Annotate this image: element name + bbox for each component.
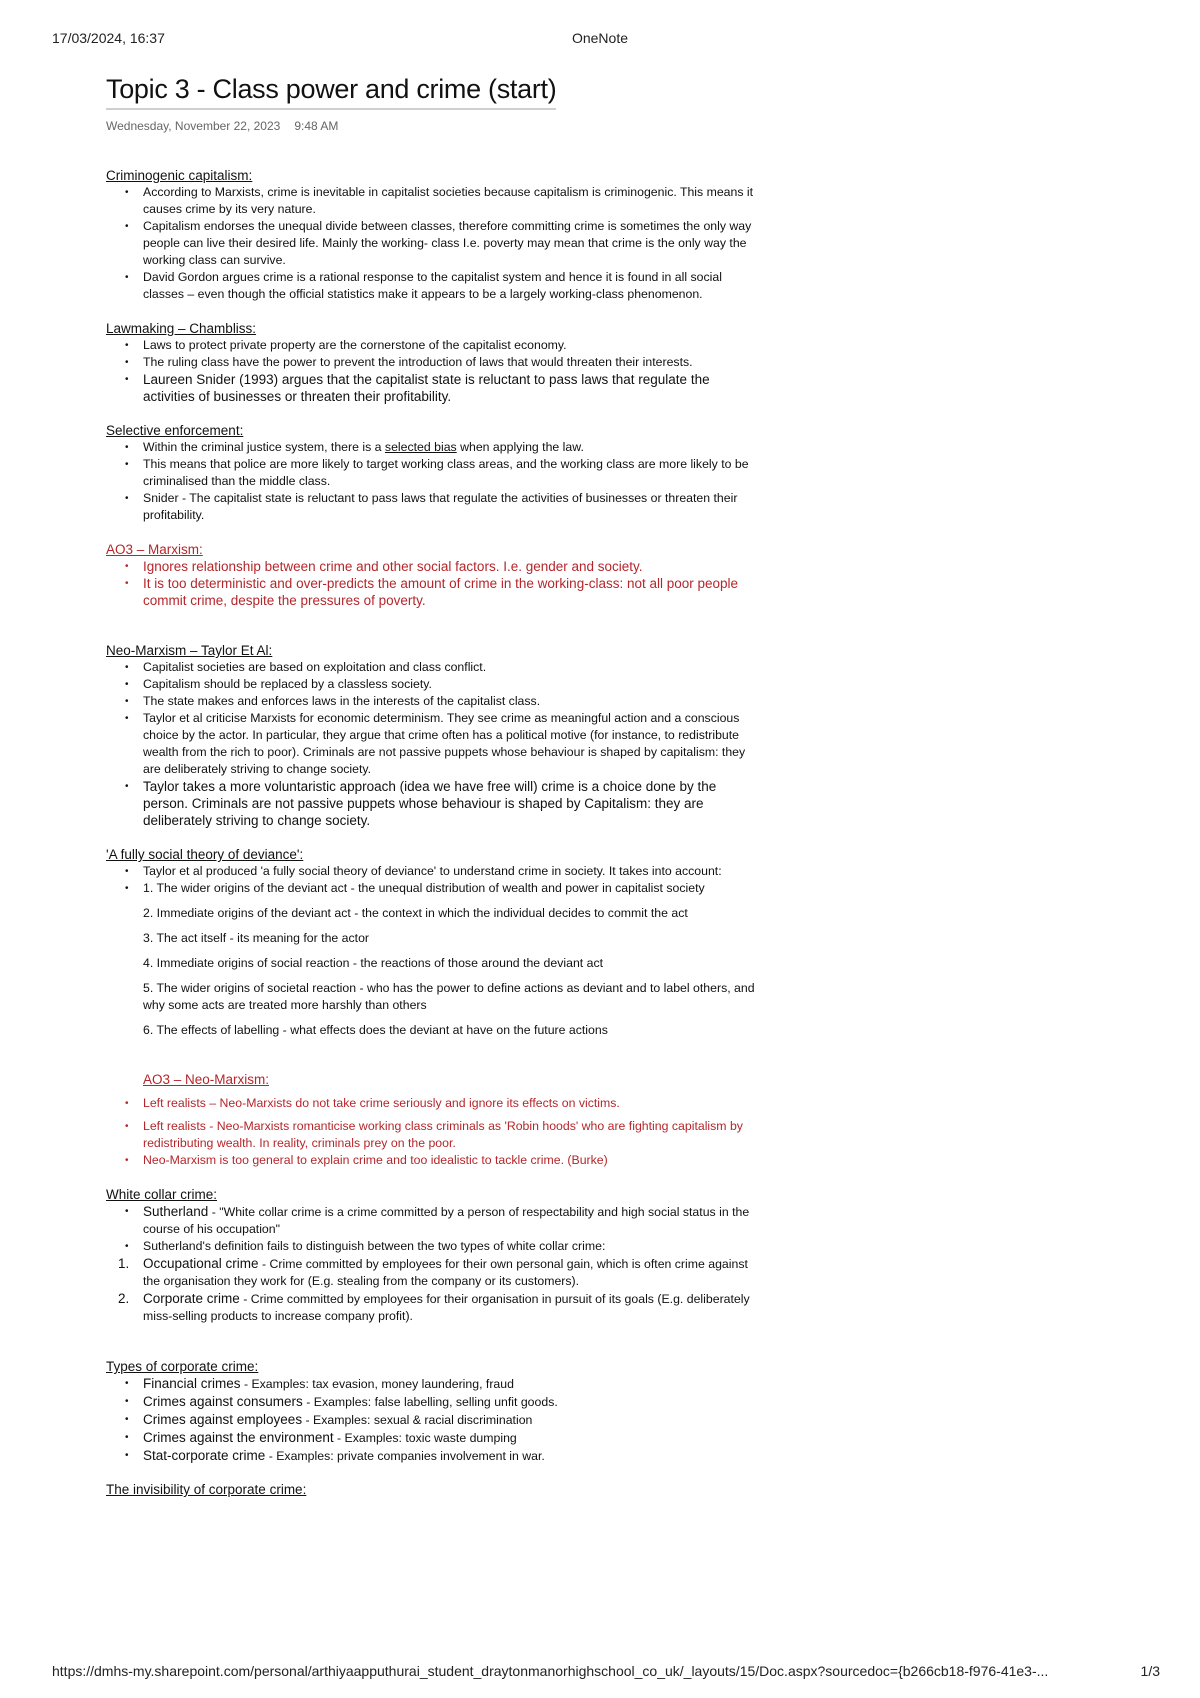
term-lead: Financial crimes [143,1376,241,1391]
list-item [143,1411,756,1429]
list-item: • Neo-Marxism is too general to explain crime and too idealistic to tackle crime. (Burke) [143,1152,756,1169]
list-item: • Capitalism endorses the unequal divide between classes, therefore committing crime is sometimes the only way people can live their desired life. Mainly the working- class I.e. poverty may mean that crime is the only way the working class can survive. [143,218,756,269]
section-ao3-neo-marxism [106,1071,756,1169]
list-item [143,1203,756,1238]
item-number: 1. [118,1256,130,1271]
theory-point: 6. The effects of labelling - what effects does the deviant at have on the future actions [143,1023,608,1037]
list-item-text: Sutherland's definition fails to distinguish between the two types of white collar crime: [143,1239,606,1253]
term-lead: Crimes against the environment [143,1430,334,1445]
section-ao3-marxism [106,541,756,609]
list-item-text: - Crime committed by employees for their own personal gain, which is often crime against the organisation they work for (E.g. stealing from the company or its customers). [143,1257,748,1288]
heading-ao3-neo-marxism: AO3 – Neo-Marxism: [143,1072,270,1087]
list-item [143,1375,756,1393]
list-item: • Snider - The capitalist state is reluctant to pass laws that regulate the activities of businesses or threaten their profitability. [143,490,756,524]
section-white-collar [106,1186,756,1325]
heading-lawmaking: Lawmaking – Chambliss: [106,321,257,336]
heading-white-collar: White collar crime: [106,1187,218,1202]
page-time-text: 9:48 AM [294,119,339,133]
heading-fully-social-theory: 'A fully social theory of deviance': [106,847,304,862]
list-item [143,1238,756,1255]
heading-neo-marxism: Neo-Marxism – Taylor Et Al: [106,643,273,658]
list-item-text: Within the criminal justice system, there is a [143,440,385,454]
term-lead: Crimes against employees [143,1412,303,1427]
list-item-text: - Examples: sexual & racial discrimination [302,1413,533,1427]
term-lead: Occupational crime [143,1256,259,1271]
section-neo-marxism [106,642,756,829]
page-date-text: Wednesday, November 22, 2023 [106,119,281,133]
list-item: • Taylor takes a more voluntaristic approach (idea we have free will) crime is a choice done by the person. Criminals are not passive puppets whose behaviour is shaped by Capitalism: they are deliberately striving to change society. [143,778,756,829]
theory-point: 2. Immediate origins of the deviant act - the context in which the individual decides to commit the act [143,906,688,920]
section-selective [106,422,756,524]
list-item: • This means that police are more likely to target working class areas, and the working class are more likely to be criminalised than the middle class. [143,456,756,490]
list-item [143,439,756,456]
list-criminogenic [106,184,756,303]
term-lead: Stat-corporate crime [143,1448,266,1463]
item-number: 2. [118,1291,130,1306]
numbered-item [118,1290,756,1325]
list-item: • According to Marxists, crime is inevitable in capitalist societies because capitalism is criminogenic. This means it causes crime by its very nature. [143,184,756,218]
list-item: • Ignores relationship between crime and other social factors. I.e. gender and society. [143,558,756,575]
list-item [143,1429,756,1447]
heading-corporate-crime-types: Types of corporate crime: [106,1359,259,1374]
list-item: • David Gordon argues crime is a rational response to the capitalist system and hence it is found in all social classes – even though the official statistics make it appears to be a largely working-class phenomenon. [143,269,756,303]
list-item: • Left realists - Neo-Marxists romanticise working class criminals as 'Robin hoods' who are fighting capitalism by redistributing wealth. In reality, criminals prey on the poor. [143,1118,756,1152]
list-item-text: when applying the law. [456,440,584,454]
section-criminogenic [106,167,756,303]
term-lead: Corporate crime [143,1291,240,1306]
list-item: • The ruling class have the power to prevent the introduction of laws that would threaten their interests. [143,354,756,371]
theory-point: 3. The act itself - its meaning for the actor [143,931,370,945]
heading-invisibility: The invisibility of corporate crime: [106,1482,307,1497]
heading-selective: Selective enforcement: [106,423,244,438]
list-item-text: - Crime committed by employees for their organisation in pursuit of its goals (E.g. deliberately miss-selling products to increase company profit). [143,1292,750,1323]
page-title: Topic 3 - Class power and crime (start) [106,74,556,110]
list-item: • It is too deterministic and over-predicts the amount of crime in the working-class: not all poor people commit crime, despite the pressures of poverty. [143,575,756,609]
list-item: • Capitalist societies are based on exploitation and class conflict. [143,659,756,676]
list-item-text: - Examples: false labelling, selling unfit goods. [302,1395,558,1409]
theory-point: 4. Immediate origins of social reaction - the reactions of those around the deviant act [143,956,604,970]
section-corporate-crime-types [106,1358,756,1465]
list-item: • Capitalism should be replaced by a classless society. [143,676,756,693]
heading-criminogenic: Criminogenic capitalism: [106,168,253,183]
numbered-item [118,1255,756,1290]
list-item-text: - Examples: toxic waste dumping [333,1431,517,1445]
list-item: • Laureen Snider (1993) argues that the capitalist state is reluctant to pass laws that regulate the activities of businesses or threaten their profitability. [143,371,756,405]
list-item [143,1393,756,1411]
list-item-text: - Examples: tax evasion, money laundering, fraud [240,1377,514,1391]
print-datetime: 17/03/2024, 16:37 [52,30,165,46]
selected-bias-term: selected bias [384,440,457,454]
print-page-number: 1/3 [1140,1663,1160,1679]
list-item-text: - "White collar crime is a crime committed by a person of respectability and high social status in the course of his occupation" [143,1205,750,1236]
list-item: • Taylor et al criticise Marxists for economic determinism. They see crime as meaningful action and a conscious choice by the actor. In particular, they argue that crime often has a political motive (for instance, to redistribute wealth from the rich to poor). Criminals are not passive puppets whose behaviour is shaped by capitalism: they are deliberately striving to change society. [143,710,756,778]
heading-ao3-marxism: AO3 – Marxism: [106,542,203,557]
list-item: • Laws to protect private property are the cornerstone of the capitalist economy. [143,337,756,354]
list-item-text: - Examples: private companies involvement in war. [265,1449,545,1463]
page-date [106,119,756,133]
list-item: • Left realists – Neo-Marxists do not take crime seriously and ignore its effects on victims. [143,1095,756,1112]
list-item: • 1. The wider origins of the deviant act - the unequal distribution of wealth and power in capitalist society [143,880,756,897]
note-content [106,74,756,1498]
print-app-name: OneNote [571,30,629,46]
list-item [143,1447,756,1465]
list-item: • The state makes and enforces laws in the interests of the capitalist class. [143,693,756,710]
print-url: https://dmhs-my.sharepoint.com/personal/arthiyaapputhurai_student_draytonmanorhighschool_co_uk/_layouts/15/Doc.aspx?sourcedoc={b266cb18-f976-41e3-... [52,1663,1049,1679]
theory-point: 5. The wider origins of societal reaction - who has the power to define actions as deviant and to label others, and why some acts are treated more harshly than others [143,981,755,1012]
term-lead: Crimes against consumers [143,1394,303,1409]
section-fully-social-theory [106,846,756,1039]
section-lawmaking [106,320,756,405]
term-lead: Sutherland [143,1204,209,1219]
list-item: • Taylor et al produced 'a fully social theory of deviance' to understand crime in society. It takes into account: [143,863,756,880]
